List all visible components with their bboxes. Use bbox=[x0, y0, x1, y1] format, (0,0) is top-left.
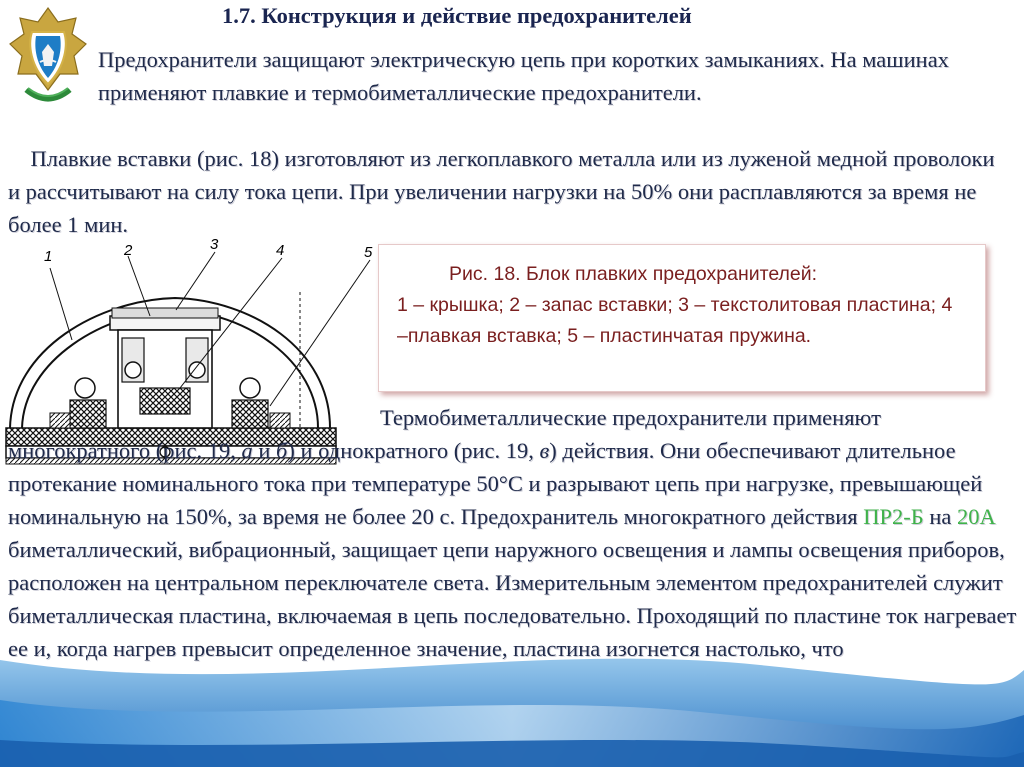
thermo-text-4: биметаллический, вибрационный, защищает цепи наружного освещения и лампы освещения приборов, расположен на центральном переключателе света. Измерительным элементом предохранителей служит биметаллическая пластина, включаемая в цепь последовательно. Проходящий по пластине ток нагревает ее и, когда нагрев превысит определенное значение, пластина изогнется настолько, что bbox=[8, 537, 1017, 661]
thermo-fig-b: б bbox=[276, 438, 288, 463]
intro-paragraph: Предохранители защищают электрическую цепь при коротких замыканиях. На машинах применяют плавкие и термобиметаллические предохранители. bbox=[98, 47, 949, 105]
military-academy-emblem-icon bbox=[6, 4, 90, 116]
figure-caption-box bbox=[378, 244, 986, 392]
thermo-fig-a: а bbox=[241, 438, 253, 463]
figure-label-3: 3 bbox=[210, 236, 219, 253]
thermo-text-and: и bbox=[252, 438, 277, 463]
section-number: 1.7. bbox=[222, 3, 256, 28]
figure-caption-title: Рис. 18. Блок плавких предохранителей: bbox=[449, 263, 818, 285]
thermo-text-2: ) и однократного (рис. 19, bbox=[287, 438, 540, 463]
page-title bbox=[222, 3, 982, 29]
thermo-fig-v: в bbox=[539, 438, 550, 463]
figure-label-4: 4 bbox=[276, 242, 285, 259]
thermo-text-3: ) действия. Они обеспечивают длительное протекание номинального тока при температуре 50°С и разрывают цепь при нагрузке, превышающей номинальную на 150%, за время не более 20 с. Предохранитель многократного действия bbox=[8, 438, 983, 529]
thermo-text-1: Термобиметаллические предохранители применяют многократного (рис. 19, bbox=[8, 405, 881, 463]
figure-label-5: 5 bbox=[364, 244, 373, 261]
fuse-amperage-highlight: 20А bbox=[956, 504, 996, 529]
section-title: Конструкция и действие предохранителей bbox=[261, 3, 692, 28]
figure-label-1: 1 bbox=[44, 248, 53, 265]
thermo-text-on: на bbox=[923, 504, 957, 529]
thermo-bimetal-paragraph bbox=[8, 401, 1018, 665]
fuse-model-highlight: ПР2-Б bbox=[863, 504, 924, 529]
fusible-inserts-paragraph bbox=[8, 142, 1008, 241]
figure-label-2: 2 bbox=[124, 242, 133, 259]
fusible-inserts-text: Плавкие вставки (рис. 18) изготовляют из легкоплавкого металла или из луженой медной проволоки и рассчитывают на силу тока цепи. При увеличении нагрузки на 50% они расплавляются за время не более 1 мин. bbox=[8, 146, 995, 237]
figure-caption-body: 1 – крышка; 2 – запас вставки; 3 – текстолитовая пластина; 4 –плавкая вставка; 5 – пластинчатая пружина. bbox=[397, 294, 953, 347]
